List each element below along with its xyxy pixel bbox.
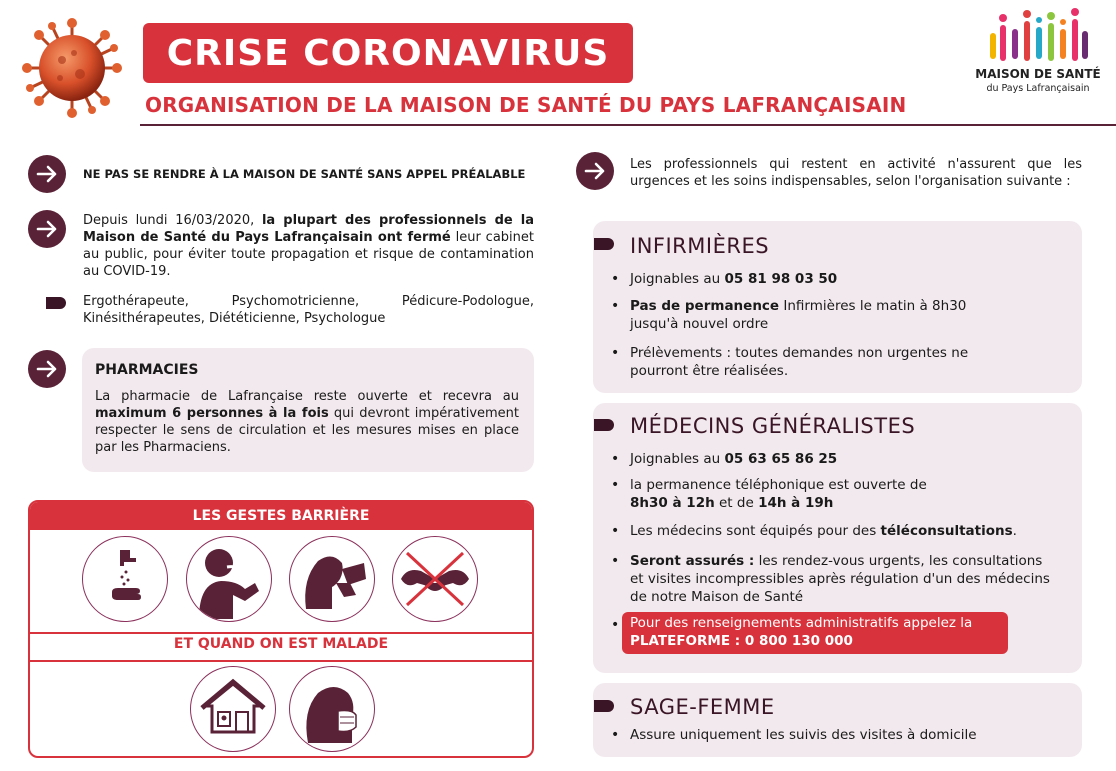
header-divider	[140, 124, 1116, 126]
coronavirus-illustration	[22, 18, 122, 118]
bullet-dot: •	[611, 451, 620, 467]
infirmieres-permanence: Pas de permanence Infirmières le matin à 8h30 jusqu'à nouvel ordre	[630, 298, 967, 332]
page-subtitle: ORGANISATION DE LA MAISON DE SANTÉ DU PAYS LAFRANÇAISAIN	[145, 93, 907, 117]
sage-femme-item: Assure uniquement les suivis des visites à domicile	[630, 727, 977, 743]
plateforme-callout: Pour des renseignements administratifs appelez la PLATEFORME : 0 800 130 000	[622, 612, 1008, 654]
arrow-right-icon	[28, 210, 66, 248]
medecins-assures: Seront assurés : les rendez-vous urgents, les consultations et visites incompressibles après régulation d'un des médecins de notre Maison de Santé	[630, 553, 1050, 605]
bullet-dot: •	[611, 523, 620, 539]
no-handshake-icon	[392, 536, 478, 622]
closed-professions-list: Ergothérapeute, Psychomotricienne, Pédicure-Podologue, Kinésithérapeutes, Diététicienne, Psychologue	[83, 294, 534, 326]
infirmieres-title: INFIRMIÈRES	[630, 234, 770, 258]
bullet-tag-icon	[594, 238, 614, 250]
bullet-dot: •	[611, 298, 620, 314]
logo-title: MAISON DE SANTÉ	[975, 67, 1101, 81]
bullet-dot: •	[611, 271, 620, 287]
bullet-tag-icon	[594, 419, 614, 431]
bullet-dot: •	[611, 727, 620, 743]
malade-divider-bottom	[30, 660, 532, 662]
pharmacies-title: PHARMACIES	[95, 362, 199, 378]
pharmacies-text: La pharmacie de Lafrançaise reste ouverte et recevra au maximum 6 personnes à la fois qui devront impérativement respecter le sens de circulation et les mesures mises en place par les Pharmaciens.	[95, 389, 520, 455]
arrow-right-icon	[28, 155, 66, 193]
page-title: CRISE CORONAVIRUS	[143, 23, 633, 83]
stay-home-icon	[190, 666, 276, 752]
face-mask-icon	[289, 666, 375, 752]
bullet-dot: •	[611, 477, 620, 493]
cough-elbow-icon	[186, 536, 272, 622]
medecins-phone: Joignables au 05 63 65 86 25	[630, 451, 838, 467]
sage-femme-title: SAGE-FEMME	[630, 695, 775, 719]
hand-wash-icon	[82, 536, 168, 622]
logo-subtitle: du Pays Lafrançaisain	[986, 83, 1090, 94]
no-visit-notice: NE PAS SE RENDRE À LA MAISON DE SANTÉ SANS APPEL PRÉALABLE	[83, 167, 526, 181]
bullet-tag-icon	[46, 297, 66, 309]
tissue-sneeze-icon	[289, 536, 375, 622]
medecins-permanence: la permanence téléphonique est ouverte de 8h30 à 12h et de 14h à 19h	[630, 477, 927, 511]
bullet-dot: •	[611, 617, 620, 633]
medecins-teleconsult: Les médecins sont équipés pour des téléconsultations.	[630, 523, 1017, 539]
medecins-title: MÉDECINS GÉNÉRALISTES	[630, 414, 916, 438]
maison-sante-logo	[985, 6, 1095, 64]
arrow-right-icon	[576, 152, 614, 190]
malade-divider-top	[30, 632, 532, 634]
gestes-title: LES GESTES BARRIÈRE	[30, 502, 532, 530]
bullet-dot: •	[611, 345, 620, 361]
malade-title: ET QUAND ON EST MALADE	[173, 636, 389, 652]
infirmieres-phone: Joignables au 05 81 98 03 50	[630, 271, 838, 287]
bullet-dot: •	[611, 553, 620, 569]
bullet-tag-icon	[594, 700, 614, 712]
arrow-right-icon	[28, 350, 66, 388]
activity-intro: Les professionnels qui restent en activité n'assurent que les urgences et les soins indispensables, selon l'organisation suivante :	[630, 157, 1082, 189]
infirmieres-prelevements: Prélèvements : toutes demandes non urgentes ne pourront être réalisées.	[630, 345, 969, 379]
closure-paragraph: Depuis lundi 16/03/2020, la plupart des professionnels de la Maison de Santé du Pays Lafrançaisain ont fermé leur cabinet au public, pour éviter toute propagation et risque de contamination au COVID-19.	[83, 213, 535, 279]
gestes-barriere-panel	[28, 500, 534, 758]
closure-bold: la plupart des professionnels de la Maison de Santé du Pays Lafrançaisain ont fermé	[83, 213, 535, 245]
